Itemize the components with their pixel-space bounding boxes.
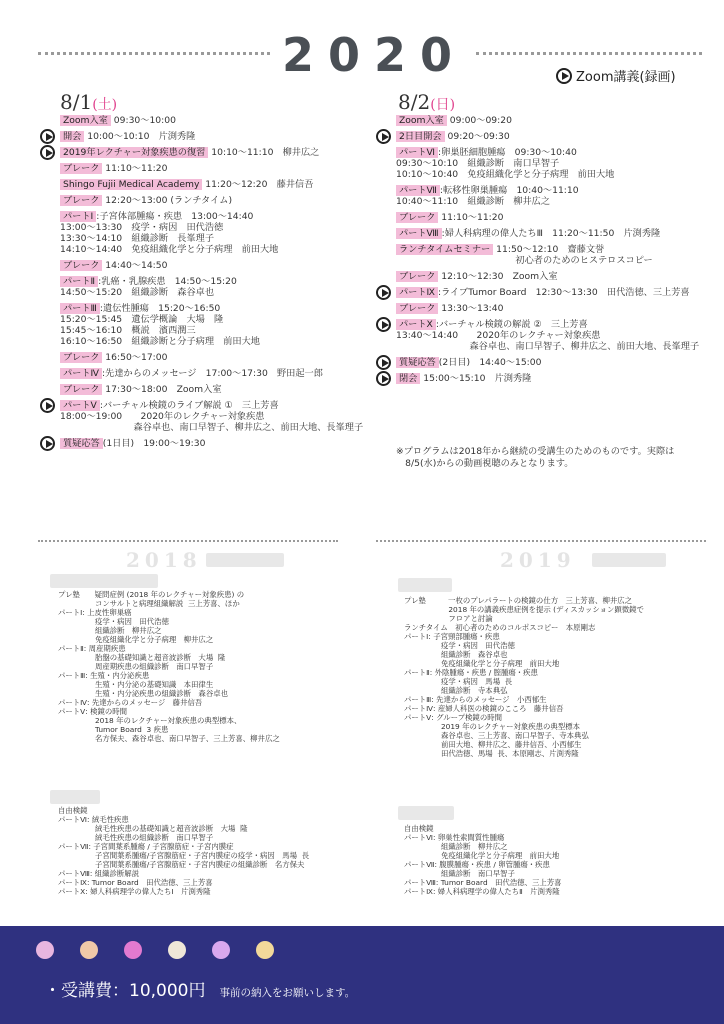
program-row: 組織診断 森谷卓也 [404,650,508,659]
schedule-item [396,287,716,298]
year-2018-block1 [58,590,280,743]
header-dotted-line-right [476,52,702,55]
play-icon [40,145,55,160]
program-row: パートⅥ: 絨毛性疾患 [58,815,129,824]
year-2019-block1 [404,596,644,758]
schedule-item [60,211,390,255]
schedule-item-tag: パートⅡ [60,276,98,287]
program-row: パートⅡ: 周産期疾患 [58,644,126,653]
decorative-circle [124,941,142,959]
schedule-item-tag: パートⅠ [60,211,96,222]
schedule-item [396,147,716,180]
program-row: 森谷卓也、三上芳喜、南口早智子、寺本典弘 [404,731,589,740]
program-row: 組織診断 南口早智子 [404,869,515,878]
play-icon [40,129,55,144]
schedule-item-tag: Zoom入室 [60,115,111,126]
schedule-item-tag: パートⅧ [396,228,442,239]
fee-note: 事前の納入をお願いします。 [219,987,356,999]
section-divider-right [376,540,706,542]
program-note-line: ※プログラムは2018年から継続の受講生のためのものです。実際は [396,446,675,457]
schedule-sub-line: 森谷卓也、南口早智子、柳井広之、前田大地、長峯理子 [60,422,364,433]
play-icon [40,398,55,413]
schedule-item-tag: 質疑応答 [396,357,439,368]
fee-line [44,976,355,1001]
program-row: 免疫組織化学と分子病理 柳井広之 [58,635,214,644]
schedule-item [60,195,390,206]
play-icon [556,68,572,84]
day1-heading [60,90,117,114]
play-icon [376,129,391,144]
schedule-item-tag: ブレーク [60,384,102,395]
schedule-item-text: :先達からのメッセージ 17:00～17:30 野田起一郎 [102,368,323,379]
program-row: 2018 年の講義疾患症例を提示 (ディスカッション顕微鏡で [404,605,644,614]
program-row: 組織診断 柳井広之 [404,842,508,851]
schedule-item [396,131,716,142]
day1-weekday: (土) [92,97,118,113]
zoom-legend-label: Zoom講義(録画) [576,70,676,85]
decorative-circle [36,941,54,959]
fee-band [0,926,724,1024]
program-row: パートⅥ: 卵巣性索間質性腫瘍 [404,833,505,842]
program-row: 胎盤の基礎知識と超音波診断 大場 隆 [58,653,226,662]
schedule-item-tag: パートⅥ [396,147,438,158]
program-row: パートⅦ: 子宮間葉系腫瘍 / 子宮腺筋症・子宮内膜症 [58,842,234,851]
program-row: 子宮間葉系腫瘍/子宮腺筋症・子宮内膜症の組織診断 名方保夫 [58,860,305,869]
program-row: 絨毛性疾患の基礎知識と超音波診断 大場 隆 [58,824,248,833]
program-row: 疫学・病因 馬場 長 [404,677,513,686]
schedule-item-tag: ブレーク [60,195,102,206]
schedule-item [396,228,716,239]
schedule-item-tag: パートⅦ [396,185,440,196]
decorative-circle [80,941,98,959]
schedule-sub-line: 16:10～16:50 組織診断と分子病理 前田大地 [60,336,260,347]
schedule-item [60,368,390,379]
program-row: 免疫組織化学と分子病理 前田大地 [404,851,560,860]
schedule-sub-line: 14:10～14:40 免疫組織化学と分子病理 前田大地 [60,244,279,255]
program-row: パートⅩ: 婦人科病理学の偉人たちⅠ 片渕秀隆 [58,887,211,896]
schedule-item [396,357,716,368]
program-row: パートⅧ: 組織診断解説 [58,869,140,878]
schedule-item-text: 10:10～11:10 柳井広之 [208,147,320,158]
schedule-item-tag: パートⅩ [396,319,436,330]
schedule-item-text: 09:20～09:30 [444,131,510,142]
day1-date: 8/1 [60,90,93,114]
program-row: コンサルトと病理組織解説 三上芳喜、ほか [58,599,240,608]
program-row: 2019 年のレクチャー対象疾患の典型標本 [404,722,580,731]
schedule-item-text: 12:20～13:00 (ランチタイム) [102,195,233,206]
schedule-item [396,244,716,266]
year-2019-block2-label [398,806,454,820]
program-row: 田代浩徳、馬場 長、本原剛志、片渕秀隆 [404,749,579,758]
decorative-circle [212,941,230,959]
schedule-sub-line: 森谷卓也、南口早智子、柳井広之、前田大地、長峯理子 [396,341,700,352]
schedule-item-tag: 質疑応答 [60,438,103,449]
program-row: 名方保夫、森谷卓也、南口早智子、三上芳喜、柳井広之 [58,734,280,743]
schedule-sub-line: 14:50～15:20 組織診断 森谷卓也 [60,287,215,298]
program-row: パートⅤ: 検鏡の時間 [58,707,128,716]
program-row: パートⅣ: 産婦人科医の検鏡のこころ 藤井信吾 [404,704,564,713]
schedule-item-text: 10:00～10:10 片渕秀隆 [84,131,196,142]
year-2018-heading: 2018 [126,548,202,572]
program-row: 子宮間葉系腫瘍/子宮腺筋症・子宮内膜症の疫学・病因 馬場 長 [58,851,310,860]
program-row: 絨毛性疾患の組織診断 南口早智子 [58,833,214,842]
program-row: 生殖・内分泌の基礎知識 本田律生 [58,680,214,689]
schedule-item-text: 13:30～13:40 [438,303,504,314]
schedule-sub-line: 15:20～15:45 遺伝学概論 大場 隆 [60,314,224,325]
program-row: 組織診断 柳井広之 [58,626,162,635]
year-2018-badge [206,553,284,567]
schedule-item [396,303,716,314]
schedule-item-tag: ブレーク [396,303,438,314]
schedule-item-tag: ブレーク [396,212,438,223]
year-2019-block1-label [398,578,452,592]
schedule-item-text: :ライブTumor Board 12:30～13:30 田代浩徳、三上芳喜 [438,287,690,298]
schedule-item-tag: パートⅤ [60,400,100,411]
year-2018-block2 [58,806,309,896]
day2-schedule [396,115,716,389]
schedule-item-text: :バーチャル検鏡の解説 ② 三上芳喜 [435,319,588,330]
schedule-sub-line: 初心者のためのヒステロスコピー [396,255,653,266]
schedule-item-tag: 2019年レクチャー対象疾患の復習 [60,147,208,158]
play-icon [376,285,391,300]
program-row: パートⅤ: グループ検鏡の時間 [404,713,502,722]
schedule-item-text: 11:10～11:20 [438,212,504,223]
schedule-item-text: 14:40～14:50 [102,260,168,271]
program-row: パートⅡ: 外陰腫瘍・疾患 / 膣腫瘍・疾患 [404,668,538,677]
header-dotted-line-left [38,52,270,55]
program-row: パートⅠ: 子宮頸部腫瘍・疾患 [404,632,500,641]
schedule-item [60,303,390,347]
schedule-item-text: :子宮体部腫瘍・疾患 13:00～14:40 [96,211,254,222]
schedule-item [396,212,716,223]
program-row: 周産期疾患の組織診断 南口早智子 [58,662,214,671]
year-2019-block2 [404,824,562,896]
schedule-item-text: :バーチャル検鏡のライブ解説 ① 三上芳喜 [99,400,279,411]
year-2018-block2-label [50,790,100,804]
schedule-item-tag: パートⅨ [396,287,438,298]
schedule-item [60,384,390,395]
schedule-item [396,373,716,384]
schedule-sub-line: 13:00～13:30 疫学・病因 田代浩徳 [60,222,224,233]
schedule-sub-line: 09:30～10:10 組織診断 南口早智子 [396,158,560,169]
schedule-item [60,276,390,298]
program-row: パートⅣ: 先達からのメッセージ 藤井信吾 [58,698,203,707]
schedule-item-tag: 2日目開会 [396,131,445,142]
day2-heading [398,90,455,114]
schedule-item-text: 11:10～11:20 [102,163,168,174]
play-icon [376,317,391,332]
program-row: 自由検鏡 [404,824,434,833]
decorative-circle [168,941,186,959]
schedule-item [60,131,390,142]
program-row: パートⅨ: 婦人科病理学の偉人たちⅡ 片渕秀隆 [404,887,560,896]
program-note-line: 8/5(水)からの動画視聴のみとなります。 [396,458,574,469]
program-row: パートⅨ: Tumor Board 田代浩徳、三上芳喜 [58,878,213,887]
schedule-item-text: :転移性卵巣腫瘍 10:40～11:10 [439,185,579,196]
day1-schedule [60,115,390,454]
schedule-item-text: (2日目) 14:40～15:00 [438,357,542,368]
schedule-item-tag: Zoom入室 [396,115,447,126]
program-row: 組織診断 寺本典弘 [404,686,508,695]
schedule-item-text: :卵巣胚細胞腫瘍 09:30～10:40 [438,147,577,158]
schedule-item [396,319,716,352]
schedule-item-text: 12:10～12:30 Zoom入室 [438,271,558,282]
schedule-sub-line: 15:45～16:10 概説 濱西潤三 [60,325,196,336]
schedule-item [396,271,716,282]
schedule-sub-line: 13:40～14:40 2020年のレクチャー対象疾患 [396,330,601,341]
program-row: 生殖・内分泌疾患の組織診断 森谷卓也 [58,689,228,698]
program-row: 疫学・病因 田代浩徳 [58,617,169,626]
schedule-item [396,185,716,207]
program-note [396,446,706,470]
program-row: フロアと討論 [404,614,493,623]
program-row: パートⅦ: 腹膜腫瘍・疾患 / 卵管腫瘍・疾患 [404,860,550,869]
schedule-item-text: 15:00～15:10 片渕秀隆 [420,373,532,384]
program-row: 前田大地、柳井広之、藤井信吾、小西郁生 [404,740,582,749]
schedule-item-tag: ブレーク [60,260,102,271]
schedule-item-tag: ブレーク [60,352,102,363]
schedule-item [60,163,390,174]
schedule-item-text: :乳癌・乳腺疾患 14:50～15:20 [98,276,237,287]
schedule-item [60,438,390,449]
schedule-sub-line: 10:40～11:10 組織診断 柳井広之 [396,196,551,207]
day2-weekday: (日) [430,97,456,113]
schedule-item [396,115,716,126]
schedule-sub-line: 10:10～10:40 免疫組織化学と分子病理 前田大地 [396,169,615,180]
program-row: 免疫組織化学と分子病理 前田大地 [404,659,560,668]
section-divider-left [38,540,338,542]
schedule-item [60,400,390,433]
schedule-item [60,260,390,271]
schedule-item-text: 11:50～12:10 齋藤文誉 [493,244,605,255]
schedule-item [60,147,390,158]
schedule-item [60,179,390,190]
program-row: プレ塾 疑問症例 (2018 年のレクチャー対象疾患) の [58,590,245,599]
program-row: パートⅧ: Tumor Board 田代浩徳、三上芳喜 [404,878,562,887]
schedule-item [60,115,390,126]
schedule-item-tag: ブレーク [60,163,102,174]
fee-label: ・受講費：10,000円 [44,981,206,1001]
year-2019-heading: 2019 [500,548,576,572]
schedule-item-text: 09:00～09:20 [446,115,512,126]
schedule-sub-line: 18:00～19:00 2020年のレクチャー対象疾患 [60,411,265,422]
program-row: パートⅢ: 先達からのメッセージ 小西郁生 [404,695,547,704]
program-row: パートⅠ: 上皮性卵巣癌 [58,608,132,617]
schedule-item-text: (1日目) 19:00～19:30 [102,438,206,449]
program-row: パートⅢ: 生殖・内分泌疾患 [58,671,150,680]
decorative-circle [256,941,274,959]
schedule-item-text: 16:50～17:00 [102,352,168,363]
page-title-year: 2020 [282,28,467,82]
program-row: Tumor Board 3 疾患 [58,725,169,734]
program-row: 疫学・病因 田代浩徳 [404,641,515,650]
schedule-item-text: :婦人科病理の偉人たちⅢ 11:20～11:50 片渕秀隆 [441,228,661,239]
schedule-item-text: 17:30～18:00 Zoom入室 [102,384,222,395]
program-row: ランチタイム 初心者のためのコルポスコピー 本原剛志 [404,623,596,632]
play-icon [40,436,55,451]
play-icon [376,355,391,370]
play-icon [376,371,391,386]
schedule-item-tag: パートⅣ [60,368,102,379]
year-2019-badge [592,553,666,567]
schedule-item-text: 11:20～12:20 藤井信吾 [202,179,314,190]
schedule-item-tag: ブレーク [396,271,438,282]
schedule-item-tag: Shingo Fujii Medical Academy [60,179,202,190]
schedule-item-tag: ランチタイムセミナー [396,244,493,255]
schedule-item-tag: パートⅢ [60,303,100,314]
program-row: 自由検鏡 [58,806,88,815]
schedule-item-text: :遺伝性腫瘍 15:20～16:50 [99,303,221,314]
schedule-sub-line: 13:30～14:10 組織診断 長峯理子 [60,233,215,244]
day2-date: 8/2 [398,90,431,114]
year-2018-block1-label [50,574,158,588]
schedule-item [60,352,390,363]
program-row: 2018 年のレクチャー対象疾患の典型標本、 [58,716,242,725]
schedule-item-tag: 開会 [60,131,84,142]
program-row: プレ塾 一枚のプレパラートの検鏡の仕方 三上芳喜、柳井広之 [404,596,633,605]
schedule-item-tag: 閉会 [396,373,420,384]
zoom-lecture-legend [556,66,676,85]
schedule-item-text: 09:30～10:00 [110,115,176,126]
